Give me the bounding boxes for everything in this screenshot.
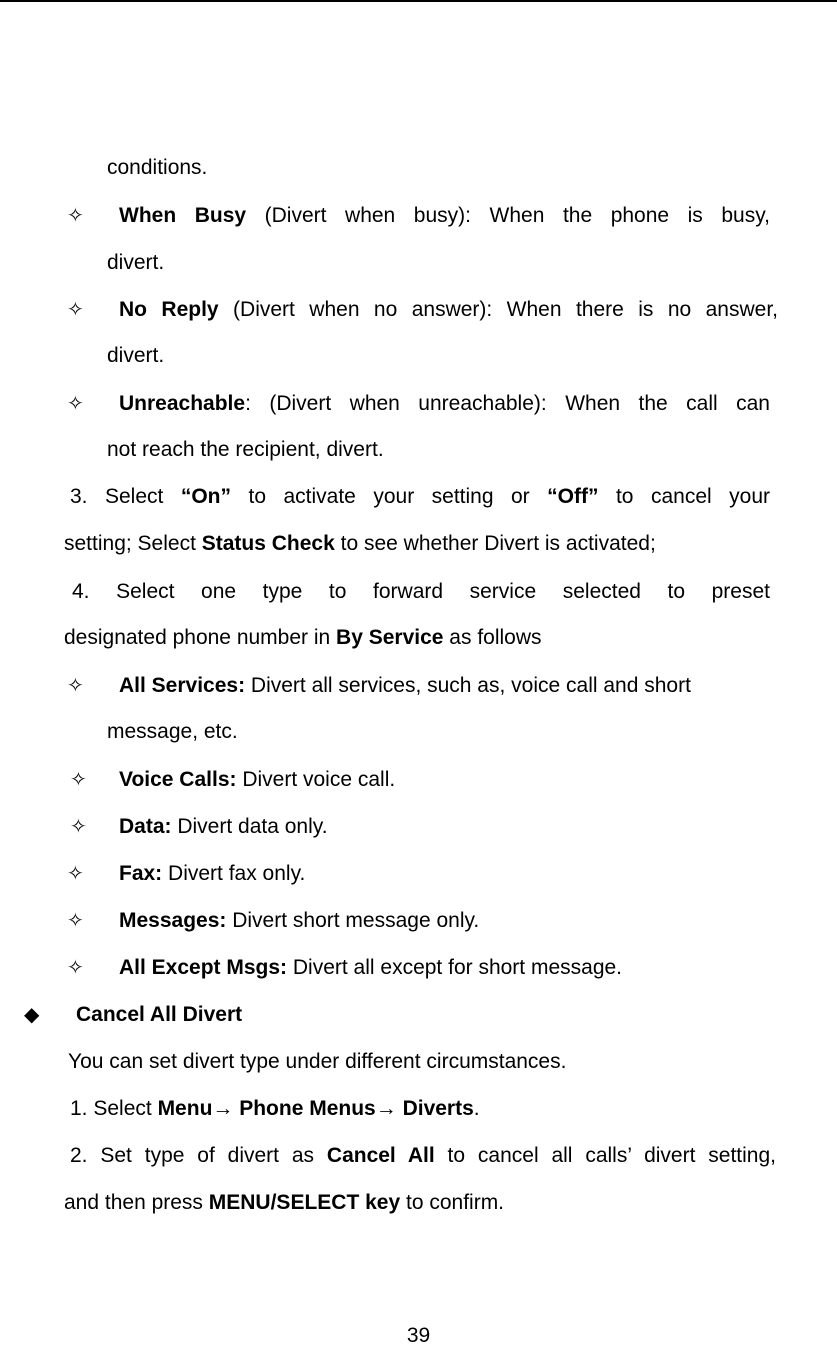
text-line bbox=[107, 154, 207, 182]
bold-term: Status Check bbox=[201, 532, 335, 555]
text-run: and then press bbox=[64, 1191, 209, 1214]
text-run: 2. Set type of divert as bbox=[70, 1144, 327, 1167]
text-line bbox=[107, 249, 164, 277]
text-run: : (Divert when unreachable): When the call can bbox=[245, 392, 770, 415]
text-line bbox=[70, 483, 770, 511]
page-number: 39 bbox=[406, 1324, 431, 1347]
text-run: 1. Select bbox=[70, 1097, 158, 1120]
text-line bbox=[107, 436, 384, 464]
bold-term: “Off” bbox=[547, 485, 599, 508]
star-bullet-icon: ✧ bbox=[67, 910, 84, 932]
bold-term: Voice Calls: bbox=[119, 768, 237, 791]
text-line bbox=[70, 1095, 480, 1123]
text-run: to cancel your bbox=[598, 485, 770, 508]
text-run: Divert all except for short message. bbox=[287, 956, 623, 979]
text-line bbox=[107, 718, 238, 746]
text-line bbox=[119, 390, 770, 418]
text-line bbox=[68, 1048, 566, 1076]
text-line bbox=[119, 813, 328, 841]
bold-term: All Services: bbox=[119, 674, 246, 697]
text-run: to activate your setting or bbox=[231, 485, 548, 508]
bold-term: Messages: bbox=[119, 909, 227, 932]
text-line bbox=[119, 860, 305, 888]
bold-term: Unreachable bbox=[119, 392, 246, 415]
text-run: message, etc. bbox=[107, 720, 238, 743]
text-run: Divert short message only. bbox=[226, 909, 480, 932]
top-rule bbox=[0, 0, 837, 2]
text-run: You can set divert type under different circumstances. bbox=[68, 1050, 567, 1073]
text-line bbox=[119, 202, 770, 230]
text-line bbox=[119, 296, 778, 324]
text-run: Divert fax only. bbox=[162, 862, 306, 885]
text-run: 3. Select bbox=[70, 485, 181, 508]
text-line bbox=[76, 1001, 242, 1029]
text-run: Divert voice call. bbox=[236, 768, 396, 791]
text-line bbox=[119, 672, 770, 700]
text-line bbox=[64, 624, 542, 652]
bold-term: All Except Msgs: bbox=[119, 956, 288, 979]
bold-term: No Reply bbox=[119, 298, 219, 321]
bold-term: Cancel All Divert bbox=[76, 1003, 243, 1026]
text-line bbox=[107, 342, 164, 370]
text-line bbox=[64, 530, 656, 558]
bold-term: Menu→ Phone Menus→ Diverts bbox=[157, 1097, 474, 1120]
text-run: setting; Select bbox=[64, 532, 202, 555]
bold-term: MENU/SELECT key bbox=[208, 1191, 401, 1214]
star-bullet-icon: ✧ bbox=[67, 863, 84, 885]
text-run: Divert all services, such as, voice call and short bbox=[245, 674, 691, 697]
star-bullet-icon: ✧ bbox=[67, 957, 84, 979]
text-run: divert. bbox=[107, 344, 165, 367]
text-run: divert. bbox=[107, 251, 165, 274]
text-run: conditions. bbox=[107, 156, 208, 179]
star-bullet-icon: ✧ bbox=[67, 299, 84, 321]
text-line bbox=[64, 1189, 504, 1217]
star-bullet-icon: ✧ bbox=[70, 769, 87, 791]
bold-term: Fax: bbox=[119, 862, 163, 885]
text-run: Divert data only. bbox=[171, 815, 328, 838]
bold-term: By Service bbox=[336, 626, 444, 649]
text-run: not reach the recipient, divert. bbox=[107, 438, 384, 461]
star-bullet-icon: ✧ bbox=[67, 675, 84, 697]
text-line bbox=[119, 907, 479, 935]
star-bullet-icon: ✧ bbox=[67, 393, 84, 415]
star-bullet-icon: ✧ bbox=[67, 205, 84, 227]
text-run: to see whether Divert is activated; bbox=[334, 532, 656, 555]
text-run: . bbox=[473, 1097, 480, 1120]
text-line bbox=[119, 954, 622, 982]
bold-term: “On” bbox=[180, 485, 232, 508]
text-run: to cancel all calls’ divert setting, bbox=[434, 1144, 776, 1167]
text-run: 4. Select one type to forward service selected to preset bbox=[72, 580, 770, 603]
text-run: as follows bbox=[443, 626, 542, 649]
text-run: designated phone number in bbox=[64, 626, 337, 649]
bold-term: When Busy bbox=[119, 204, 247, 227]
diamond-bullet-icon: ◆ bbox=[24, 1004, 40, 1026]
bold-term: Data: bbox=[119, 815, 172, 838]
text-line bbox=[119, 766, 395, 794]
star-bullet-icon: ✧ bbox=[70, 816, 87, 838]
text-line bbox=[70, 1142, 776, 1170]
text-line bbox=[72, 578, 770, 606]
bold-term: Cancel All bbox=[326, 1144, 435, 1167]
text-run: (Divert when busy): When the phone is busy, bbox=[246, 204, 770, 227]
text-run: (Divert when no answer): When there is no answer, bbox=[218, 298, 778, 321]
text-run: to confirm. bbox=[400, 1191, 505, 1214]
